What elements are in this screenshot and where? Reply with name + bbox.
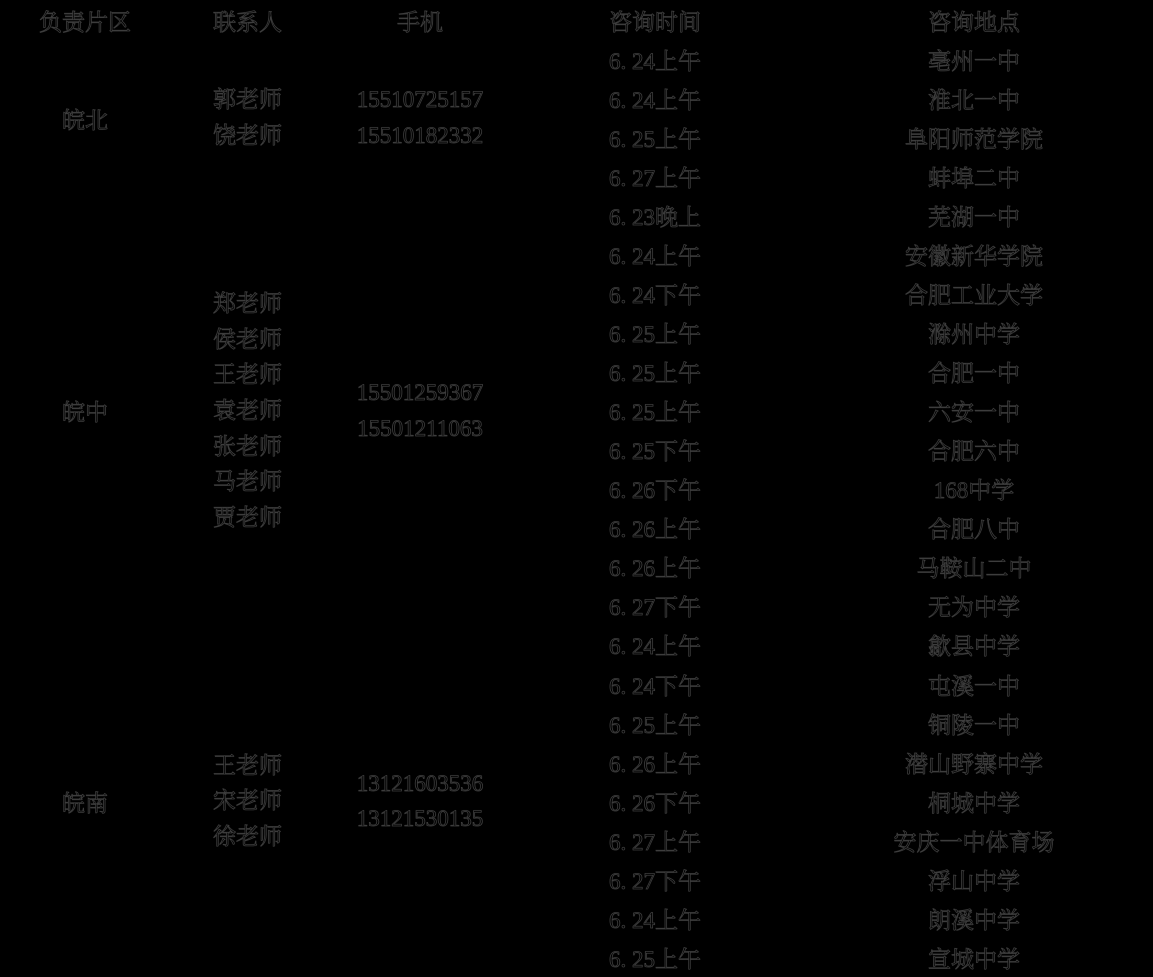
location-cell: 浮山中学 [928, 868, 1020, 894]
schedule-table-body [0, 40, 1153, 977]
location-cell: 滁州中学 [928, 322, 1020, 348]
time-cell: 6. 26上午 [609, 556, 701, 582]
location-cell: 桐城中学 [928, 790, 1020, 816]
time-cell: 6. 23晚上 [609, 205, 701, 231]
time-cell: 6. 25上午 [609, 322, 701, 348]
header-row [0, 0, 1153, 40]
time-cell: 6. 24下午 [609, 283, 701, 309]
schedule-row [0, 625, 1153, 664]
location-cell: 安徽新华学院 [905, 244, 1043, 270]
phone-number: 13121603536 [356, 770, 484, 796]
contact-name: 贾老师 [213, 504, 282, 530]
time-cell: 6. 26上午 [609, 517, 701, 543]
location-cell: 合肥八中 [928, 517, 1020, 543]
time-cell: 6. 25上午 [609, 946, 701, 972]
phone-number: 15501259367 [356, 380, 484, 406]
contact-name: 郭老师 [213, 87, 282, 113]
location-cell: 安庆一中体育场 [893, 829, 1055, 855]
location-cell: 亳州一中 [928, 49, 1020, 75]
time-cell: 6. 24上午 [609, 88, 701, 114]
time-cell: 6. 27上午 [609, 829, 701, 855]
location-cell: 蚌埠二中 [928, 166, 1020, 192]
time-cell: 6. 26上午 [609, 751, 701, 777]
time-cell: 6. 27下午 [609, 595, 701, 621]
time-cell: 6. 25上午 [609, 400, 701, 426]
header-region: 负责片区 [39, 9, 131, 35]
contacts-cell [170, 40, 325, 196]
contact-name: 王老师 [213, 752, 282, 778]
phone-number: 13121530135 [356, 806, 484, 832]
phones-cell [325, 40, 515, 196]
contacts-cell [170, 625, 325, 977]
contact-name: 饶老师 [213, 123, 282, 149]
location-cell: 屯溪一中 [928, 673, 1020, 699]
time-cell: 6. 26下午 [609, 478, 701, 504]
time-cell: 6. 24上午 [609, 49, 701, 75]
location-cell: 合肥一中 [928, 361, 1020, 387]
header-time: 咨询时间 [609, 9, 701, 35]
location-cell: 六安一中 [928, 400, 1020, 426]
location-cell: 潜山野寨中学 [905, 751, 1043, 777]
phone-number: 15510182332 [356, 123, 484, 149]
contact-name: 徐老师 [213, 824, 282, 850]
header-phone: 手机 [397, 9, 443, 35]
phones-cell [325, 196, 515, 625]
time-cell: 6. 25下午 [609, 439, 701, 465]
time-cell: 6. 24上午 [609, 907, 701, 933]
contact-name: 马老师 [213, 469, 282, 495]
location-cell: 芜湖一中 [928, 205, 1020, 231]
contact-name: 王老师 [213, 362, 282, 388]
phone-number: 15510725157 [356, 87, 484, 113]
location-cell: 铜陵一中 [928, 712, 1020, 738]
time-cell: 6. 27下午 [609, 868, 701, 894]
time-cell: 6. 25上午 [609, 712, 701, 738]
contacts-cell [170, 196, 325, 625]
contact-name: 郑老师 [213, 291, 282, 317]
header-contact: 联系人 [213, 9, 282, 35]
time-cell: 6. 27上午 [609, 166, 701, 192]
time-cell: 6. 26下午 [609, 790, 701, 816]
time-cell: 6. 25上午 [609, 127, 701, 153]
location-cell: 宣城中学 [928, 946, 1020, 972]
location-cell: 168中学 [933, 478, 1015, 504]
region-cell: 皖北 [62, 107, 108, 133]
contact-name: 宋老师 [213, 788, 282, 814]
contact-name: 侯老师 [213, 326, 282, 352]
location-cell: 合肥工业大学 [905, 283, 1043, 309]
time-cell: 6. 24下午 [609, 673, 701, 699]
time-cell: 6. 24上午 [609, 244, 701, 270]
location-cell: 朗溪中学 [928, 907, 1020, 933]
time-cell: 6. 24上午 [609, 634, 701, 660]
region-cell: 皖南 [62, 790, 108, 816]
header-location: 咨询地点 [928, 9, 1020, 35]
location-cell: 无为中学 [928, 595, 1020, 621]
region-cell: 皖中 [62, 400, 108, 426]
location-cell: 阜阳师范学院 [905, 127, 1043, 153]
contact-name: 张老师 [213, 433, 282, 459]
contact-name: 袁老师 [213, 397, 282, 423]
phones-cell [325, 625, 515, 977]
phone-number: 15501211063 [357, 415, 483, 441]
location-cell: 歙县中学 [928, 634, 1020, 660]
location-cell: 马鞍山二中 [916, 556, 1032, 582]
schedule-row [0, 196, 1153, 235]
schedule-row [0, 40, 1153, 79]
location-cell: 合肥六中 [928, 439, 1020, 465]
time-cell: 6. 25上午 [609, 361, 701, 387]
location-cell: 淮北一中 [928, 88, 1020, 114]
